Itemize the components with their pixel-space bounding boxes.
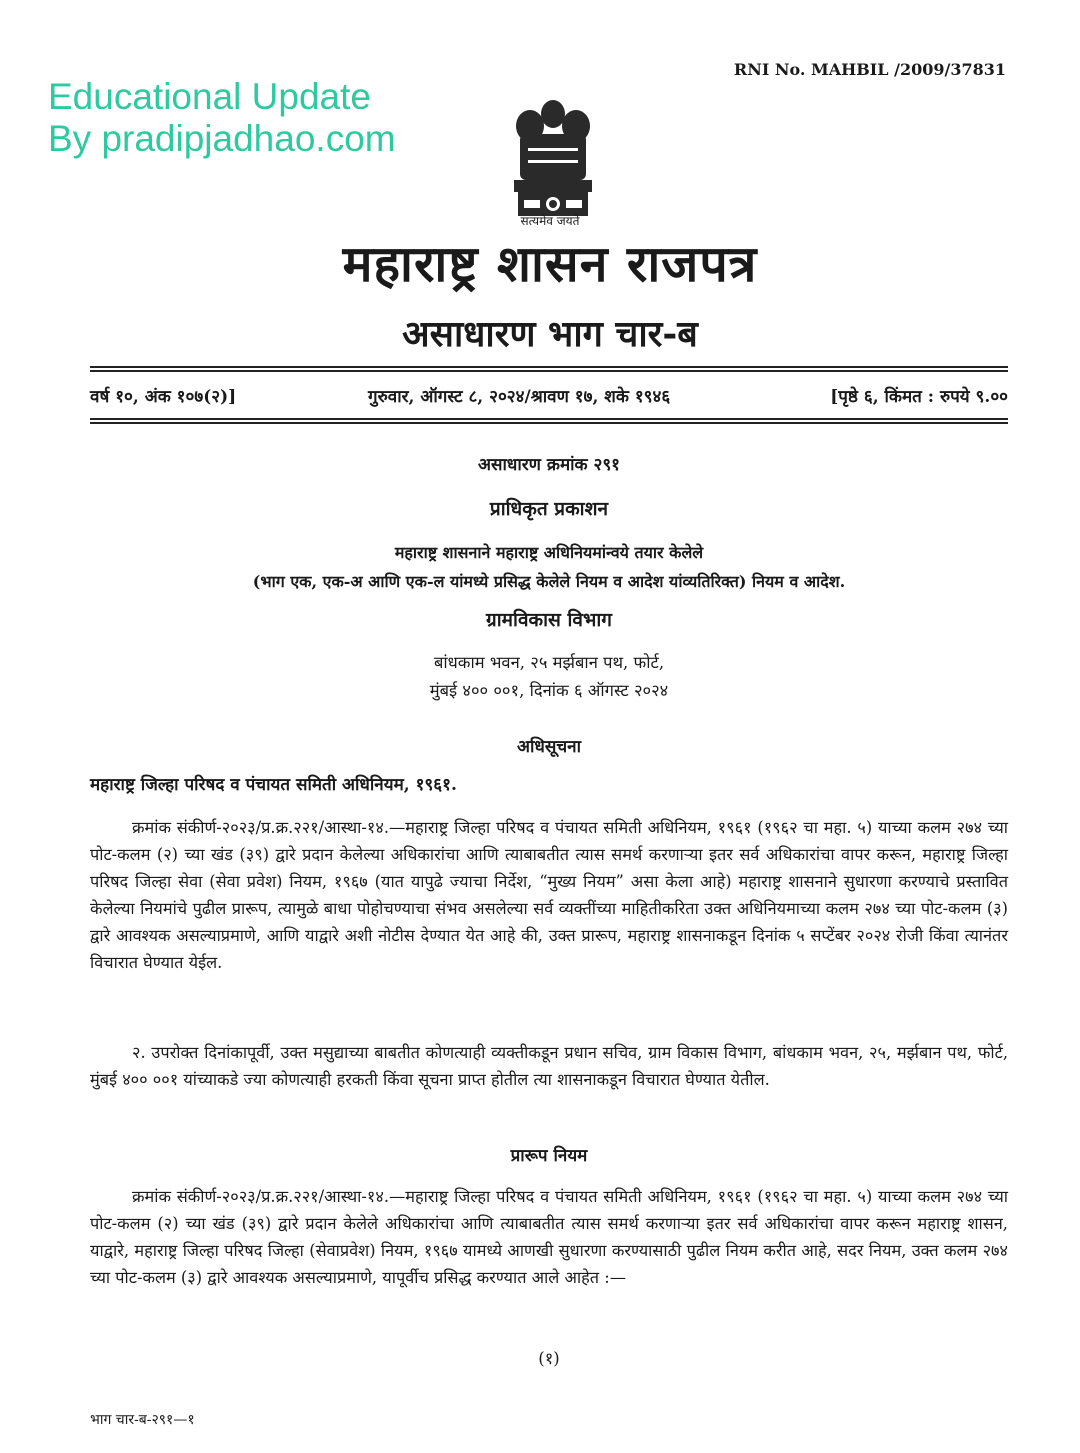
extraordinary-number: असाधारण क्रमांक २९१ xyxy=(477,455,621,475)
address-line-2: मुंबई ४०० ००१, दिनांक ६ ऑगस्ट २०२४ xyxy=(429,681,669,700)
authorized-publication: प्राधिकृत प्रकाशन xyxy=(489,498,609,520)
watermark-line2: By pradipjadhao.com xyxy=(48,118,396,159)
paragraph-2: २. उपरोक्त दिनांकापूर्वी, उक्त मसुद्याच्या बाबतीत कोणत्याही व्यक्तीकडून प्रधान सचिव, ग्राम विकास विभाग, बांधकाम भवन, २५, मर्झबान पथ, फोर्ट, मुंबई ४०० ००१ यांच्याकडे ज्या कोणत्याही हरकती किंवा सूचना प्राप्त होतील त्या शासनाकडून विचारात घेण्यात येतील. xyxy=(90,1043,1008,1089)
meta-divider-thin xyxy=(90,422,1008,424)
national-emblem-icon xyxy=(498,92,608,232)
gazette-title: महाराष्ट्र शासन राजपत्र xyxy=(342,234,758,293)
address-line-1: बांधकाम भवन, २५ मर्झबान पथ, फोर्ट, xyxy=(433,653,665,672)
department-name: ग्रामविकास विभाग xyxy=(486,609,612,631)
rni-number: RNI No. MAHBIL /2009/37831 xyxy=(733,60,1006,79)
gazette-subtitle: असाधारण भाग चार-ब xyxy=(402,313,698,355)
watermark-line1: Educational Update xyxy=(48,76,371,117)
meta-divider xyxy=(90,418,1008,420)
top-divider-thin xyxy=(90,370,1008,372)
draft-rules-heading: प्रारूप नियम xyxy=(510,1146,588,1166)
footer-reference: भाग चार-ब-२९१—१ xyxy=(90,1412,195,1428)
issue-volume: वर्ष १०, अंक १०७(२)] xyxy=(90,387,237,407)
top-divider xyxy=(90,366,1008,368)
watermark xyxy=(48,76,396,160)
prepared-line-1: महाराष्ट्र शासनाने महाराष्ट्र अधिनियमांन्वये तयार केलेले xyxy=(394,543,704,562)
issue-date: गुरुवार, ऑगस्ट ८, २०२४/श्रावण १७, शके १९४६ xyxy=(368,387,671,407)
emblem-motto: सत्यमेव जयते xyxy=(520,214,580,228)
paragraph-1: क्रमांक संकीर्ण-२०२३/प्र.क्र.२२१/आस्था-१४.—महाराष्ट्र जिल्हा परिषद व पंचायत समिती अधिनियम, १९६१ (१९६२ चा महा. ५) याच्या कलम २७४ च्या पोट-कलम (२) च्या खंड (३९) द्वारे प्रदान केलेल्या अधिकारांचा आणि त्याबाबतीत त्यास समर्थ करणाऱ्या इतर सर्व अधिकारांचा वापर करून, महाराष्ट्र जिल्हा परिषद जिल्हा सेवा (सेवा प्रवेश) नियम, १९६७ (यात यापुढे ज्याचा निर्देश, “मुख्य नियम” असा केला आहे) महाराष्ट्र शासनाने सुधारणा करण्याचे प्रस्तावित केलेल्या नियमांचे पुढील प्रारूप, त्यामुळे बाधा पोहोचण्याचा संभव असलेल्या सर्व व्यक्तींच्या माहितीकरिता उक्त अधिनियमाच्या कलम २७४ च्या पोट-कलम (३) द्वारे आवश्यक असल्याप्रमाणे, आणि याद्वारे अशी नोटीस देण्यात येत आहे की, उक्त प्रारूप, महाराष्ट्र शासनाकडून दिनांक ५ सप्टेंबर २०२४ रोजी किंवा त्यानंतर विचारात घेण्यात येईल. xyxy=(90,818,1008,972)
paragraph-3: क्रमांक संकीर्ण-२०२३/प्र.क्र.२२१/आस्था-१४.—महाराष्ट्र जिल्हा परिषद व पंचायत समिती अधिनियम, १९६१ (१९६२ चा महा. ५) याच्या कलम २७४ च्या पोट-कलम (२) च्या खंड (३९) द्वारे प्रदान केलेले अधिकारांचा आणि त्याबाबतीत त्यास समर्थ करणाऱ्या इतर सर्व अधिकारांचा वापर करून महाराष्ट्र शासन, याद्वारे, महाराष्ट्र जिल्हा परिषद जिल्हा (सेवाप्रवेश) नियम, १९६७ यामध्ये आणखी सुधारणा करण्यासाठी पुढील नियम करीत आहे, सदर नियम, उक्त कलम २७४ च्या पोट-कलम (३) द्वारे आवश्यक असल्याप्रमाणे, यापूर्वीच प्रसिद्ध करण्यात आले आहेत :— xyxy=(90,1187,1008,1287)
page-number: (१) xyxy=(538,1349,560,1368)
act-title: महाराष्ट्र जिल्हा परिषद व पंचायत समिती अधिनियम, १९६१. xyxy=(90,775,457,795)
prepared-line-2: (भाग एक, एक-अ आणि एक-ल यांमध्ये प्रसिद्ध केलेले नियम व आदेश यांव्यतिरिक्त) नियम व आदेश. xyxy=(252,572,846,591)
notification-heading: अधिसूचना xyxy=(517,737,581,757)
issue-price: [पृष्ठे ६, किंमत : रुपये ९.०० xyxy=(830,387,1008,407)
